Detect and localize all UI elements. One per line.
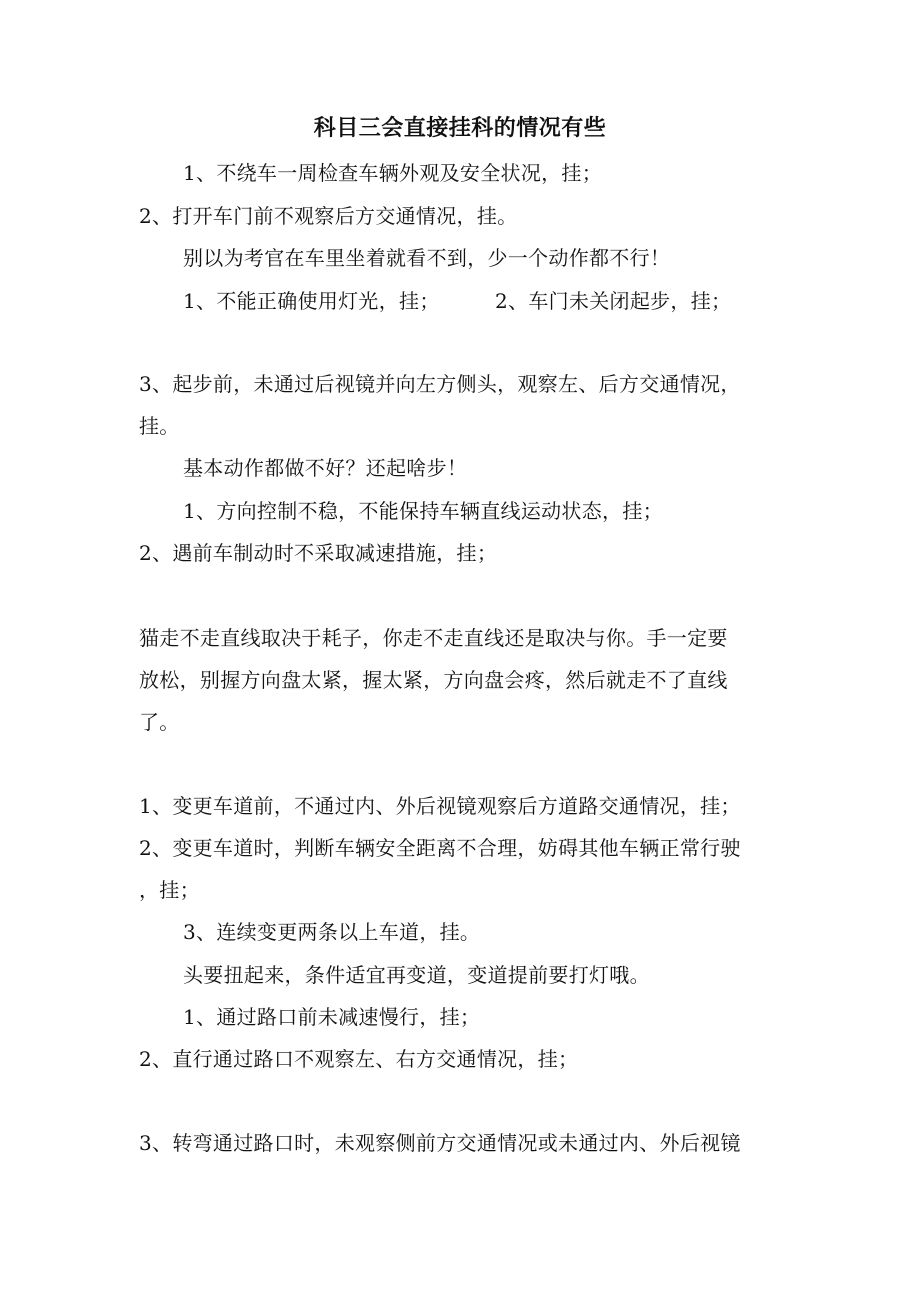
text-line: 头要扭起来，条件适宜再变道，变道提前要打灯哦。 bbox=[183, 963, 650, 987]
text-line: 3、转弯通过路口时，未观察侧前方交通情况或未通过内、外后视镜 bbox=[139, 1131, 741, 1155]
text-line: 2、遇前车制动时不采取减速措施，挂； bbox=[139, 541, 498, 565]
text-line: 挂。 bbox=[139, 414, 180, 438]
text-line: 1、不能正确使用灯光，挂； bbox=[183, 289, 440, 313]
text-line: 1、不绕车一周检查车辆外观及安全状况，挂； bbox=[183, 161, 603, 185]
text-line: 3、连续变更两条以上车道，挂。 bbox=[183, 920, 481, 944]
text-line: 2、车门未关闭起步，挂； bbox=[495, 289, 732, 313]
text-line: 放松，别握方向盘太紧，握太紧，方向盘会疼，然后就走不了直线 bbox=[139, 668, 728, 692]
text-line: 猫走不走直线取决于耗子，你走不走直线还是取决与你。手一定要 bbox=[139, 626, 728, 650]
text-line: 基本动作都做不好？还起啥步！ bbox=[183, 456, 468, 480]
text-line: 2、打开车门前不观察后方交通情况，挂。 bbox=[139, 204, 518, 228]
text-line: 2、直行通过路口不观察左、右方交通情况，挂； bbox=[139, 1047, 579, 1071]
text-line: ，挂； bbox=[139, 878, 200, 902]
text-line: 别以为考官在车里坐着就看不到，少一个动作都不行！ bbox=[183, 246, 671, 270]
text-line: 1、方向控制不稳，不能保持车辆直线运动状态，挂； bbox=[183, 499, 663, 523]
text-line: 1、变更车道前，不通过内、外后视镜观察后方道路交通情况，挂； bbox=[139, 794, 741, 818]
text-line: 3、起步前，未通过后视镜并向左方侧头，观察左、后方交通情况， bbox=[139, 372, 741, 396]
text-line: 了。 bbox=[139, 710, 180, 734]
document-title: 科目三会直接挂科的情况有些 bbox=[313, 115, 607, 141]
text-line: 2、变更车道时，判断车辆安全距离不合理，妨碍其他车辆正常行驶 bbox=[139, 836, 741, 860]
text-line: 1、通过路口前未减速慢行，挂； bbox=[183, 1005, 481, 1029]
